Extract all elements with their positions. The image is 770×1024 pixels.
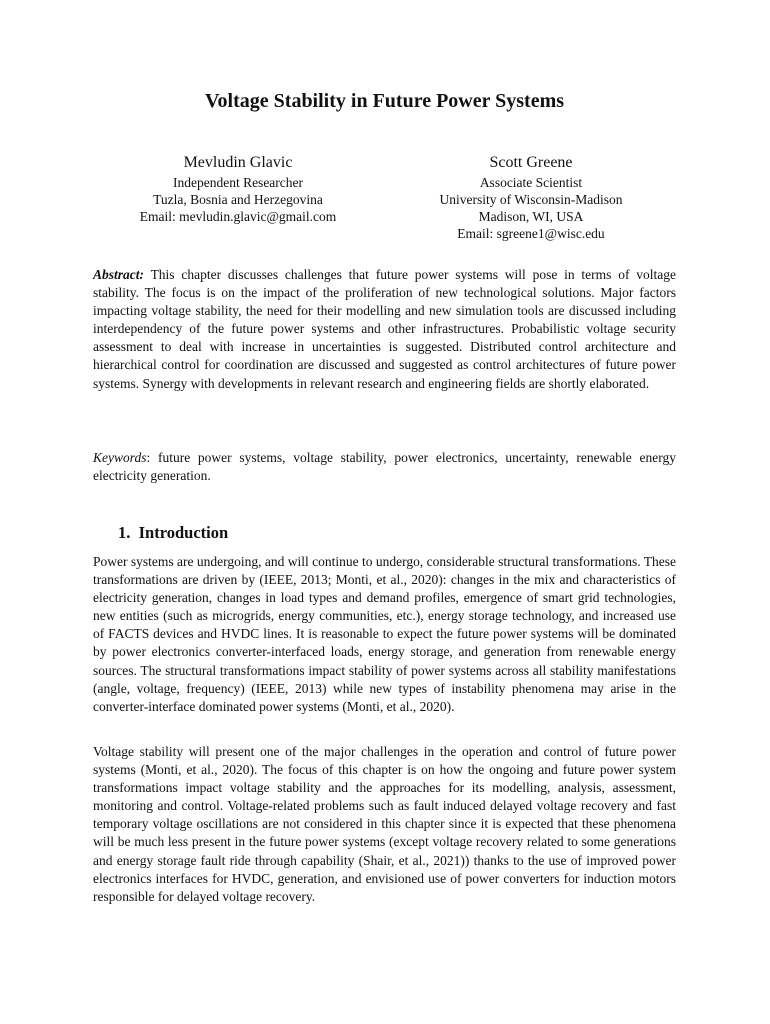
keywords-text: : future power systems, voltage stability, power electronics, uncertainty, renewable energy electricity generation.	[93, 450, 676, 484]
body-paragraph: Power systems are undergoing, and will continue to undergo, considerable structural transformations. These transformations are driven by (IEEE, 2013; Monti, et al., 2020): changes in the mix and characteristics of electricity generation, changes in load types and demand profiles, emergence of smart grid technologies, new entities (such as microgrids, energy communities, etc.), energy storage technology, and increased use of FACTS devices and HVDC lines. It is reasonable to expect the future power systems will be dominated by power electronics converter-interfaced loads, energy storage, and generation from renewable energy sources. The structural transformations impact stability of power systems across all stability manifestations (angle, voltage, frequency) (IEEE, 2013) while new types of instability phenomena may arise in the converter-interface dominated power systems (Monti, et al., 2020).	[93, 554, 676, 714]
author-location: Madison, WI, USA	[478, 209, 584, 224]
author-affiliation: University of Wisconsin-Madison	[439, 192, 623, 207]
author-email: Email: mevludin.glavic@gmail.com	[139, 209, 337, 224]
paper-title: Voltage Stability in Future Power Systems	[204, 90, 565, 112]
author-position: Independent Researcher	[172, 175, 304, 190]
abstract-label: Abstract:	[93, 267, 145, 282]
section-title: Introduction	[138, 523, 229, 542]
author-email: Email: sgreene1@wisc.edu	[457, 226, 605, 241]
author-block-1	[93, 152, 383, 225]
section-heading	[118, 522, 228, 544]
body-paragraph: Voltage stability will present one of the major challenges in the operation and control of future power systems (Monti, et al., 2020). The focus of this chapter is on how the ongoing and future power system transformations impact voltage stability and the approaches for its modelling, analysis, assessment, monitoring and control. Voltage-related problems such as fault induced delayed voltage recovery and fast temporary voltage oscillations are not considered in this chapter since it is expected that these phenomena will be much less present in the future power systems (except voltage recovery related to some generations and energy storage fault ride through capability (Shair, et al., 2021)) thanks to the use of improved power electronics interfaces for HVDC, generation, and envisioned use of power converters for induction motors responsible for delayed voltage recovery.	[93, 744, 676, 904]
abstract	[93, 266, 676, 393]
paper-page	[93, 0, 676, 1024]
keywords-label: Keywords	[93, 450, 147, 465]
author-position: Associate Scientist	[479, 175, 583, 190]
author-name: Mevludin Glavic	[183, 154, 293, 171]
abstract-text: This chapter discusses challenges that future power systems will pose in terms of voltage stability. The focus is on the impact of the proliferation of new technological solutions. Major factors impacting voltage stability, the need for their modelling and new simulation tools are discussed including interdependency of the future power systems and other infrastructures. Probabilistic voltage security assessment to deal with increase in uncertainties is suggested. Distributed control architecture and hierarchical control for coordination are discussed and suggested as control architectures of future power systems. Synergy with developments in relevant research and engineering fields are shortly elaborated.	[93, 267, 676, 391]
author-name: Scott Greene	[489, 154, 573, 171]
keywords	[93, 449, 676, 485]
section-number: 1.	[118, 523, 131, 542]
author-location: Tuzla, Bosnia and Herzegovina	[153, 192, 323, 207]
author-block-2	[386, 152, 676, 242]
